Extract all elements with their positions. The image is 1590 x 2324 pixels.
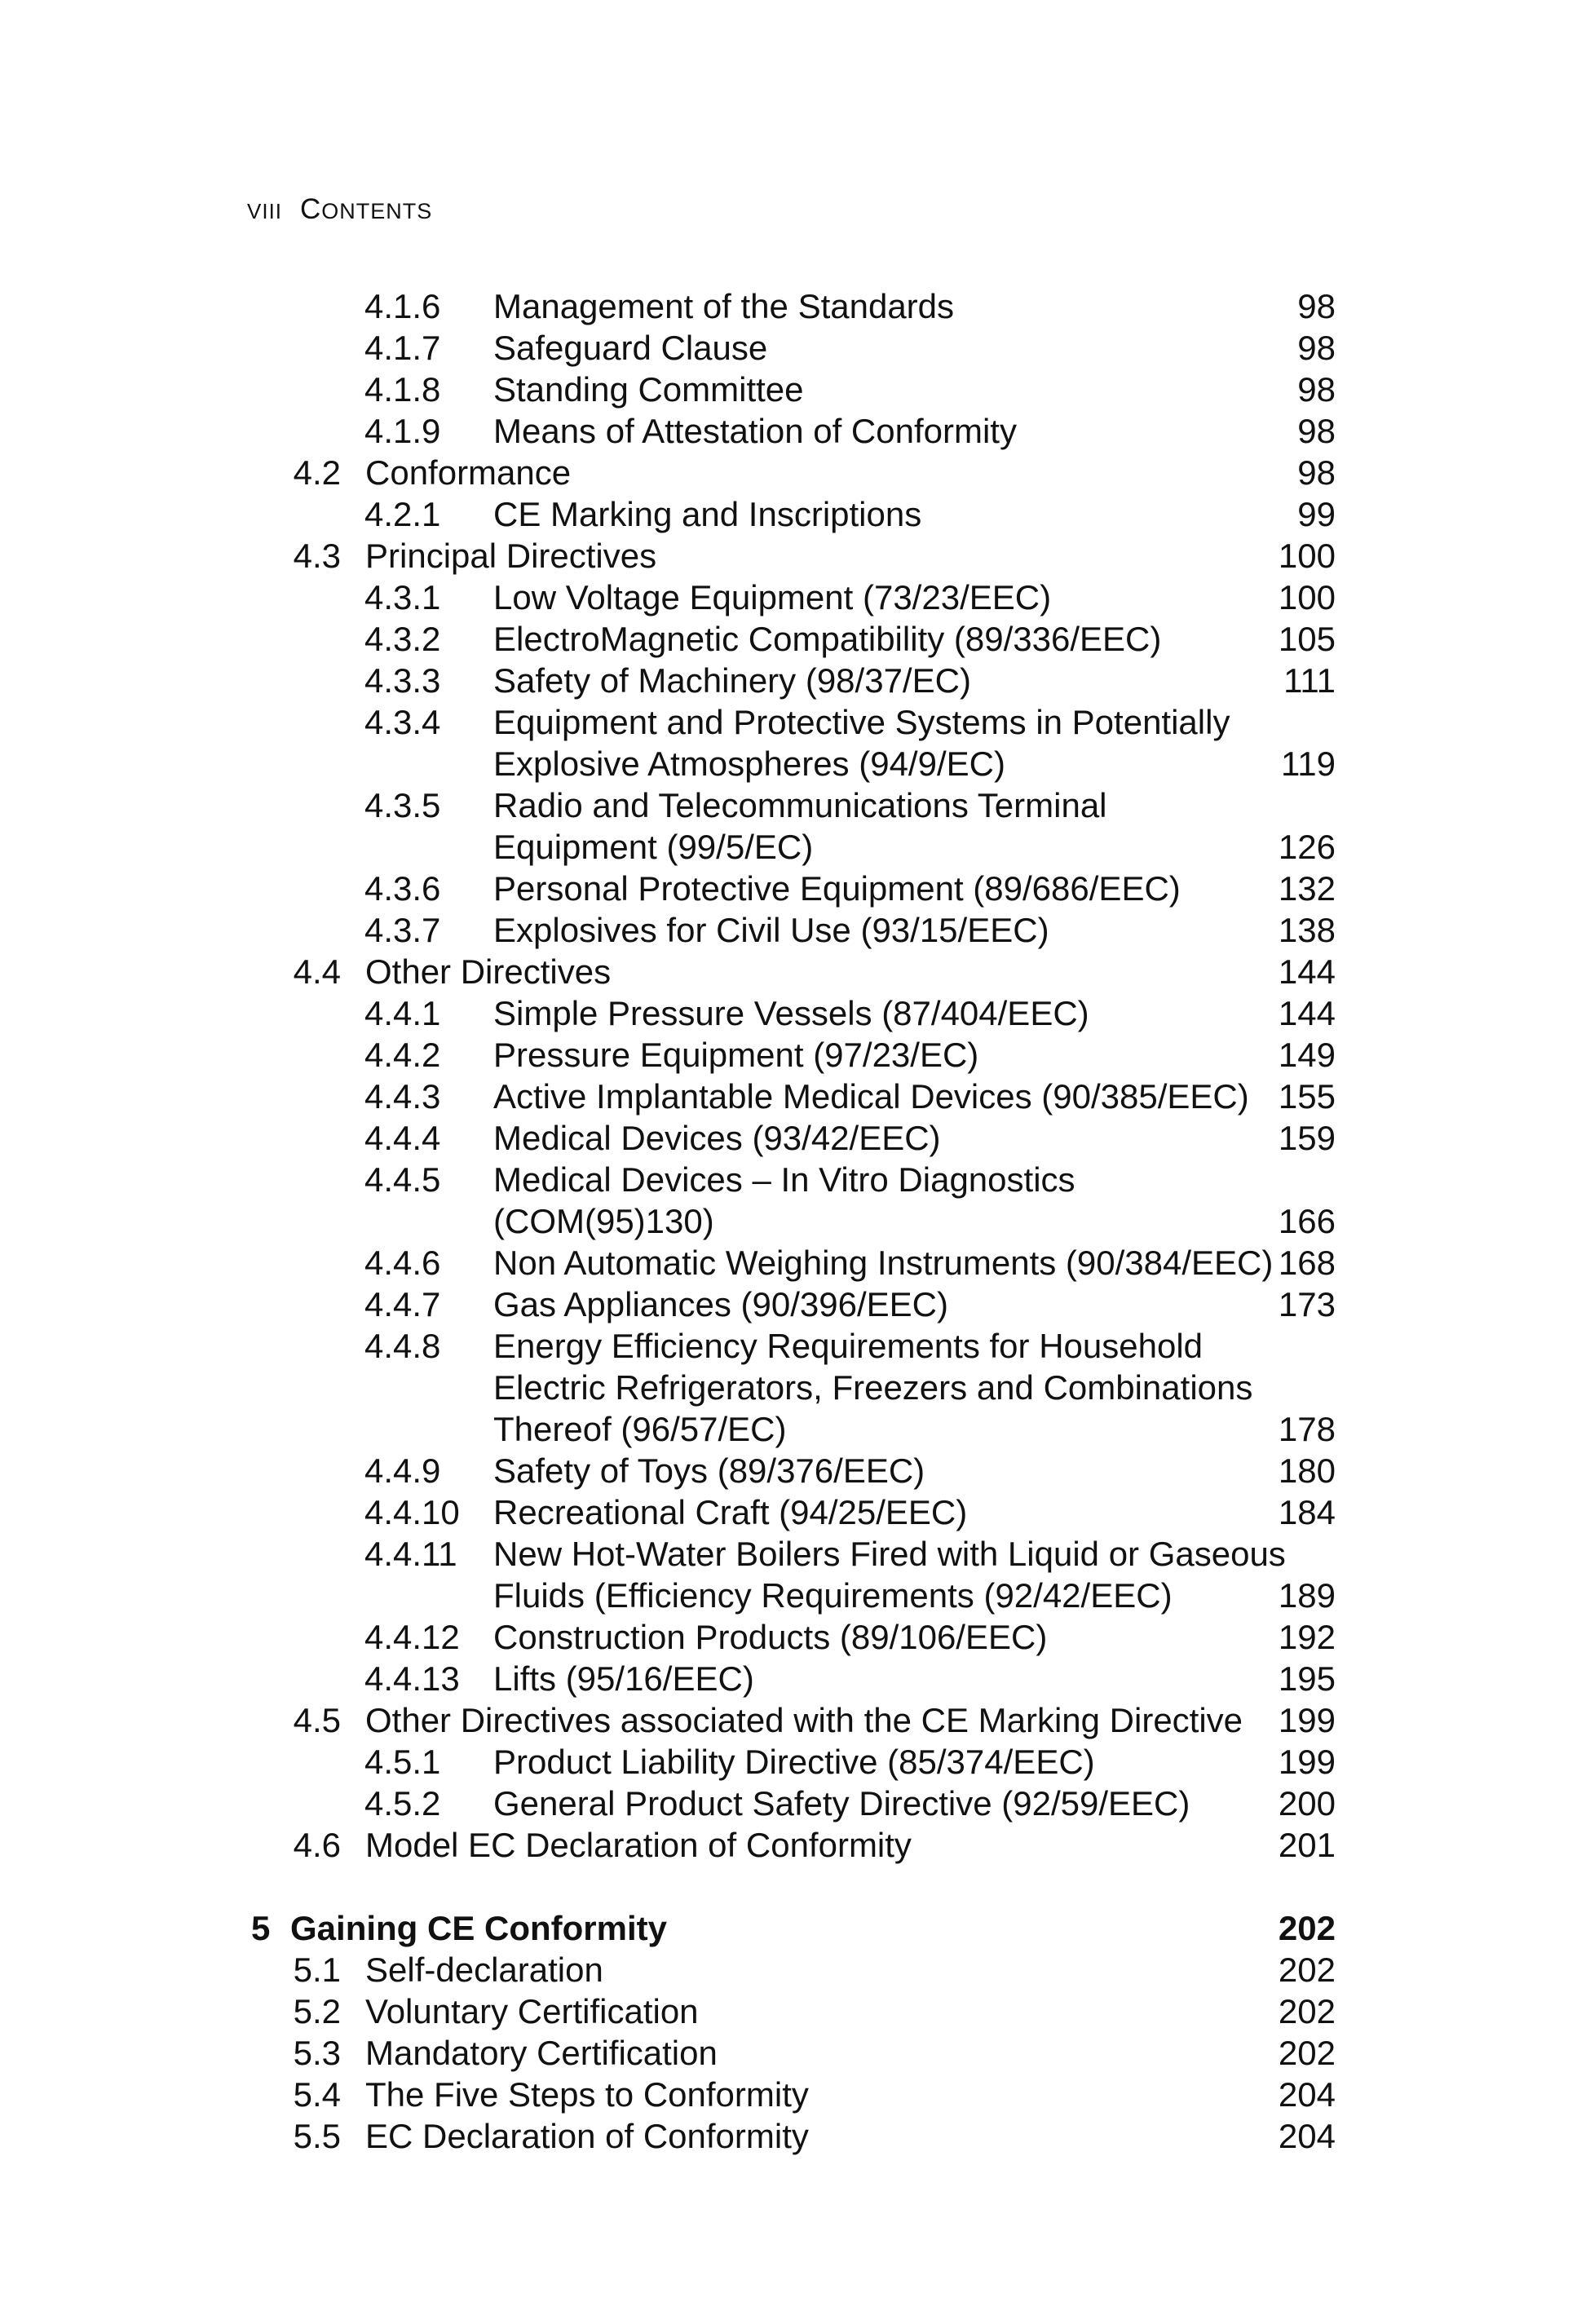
entry-number: 4.3.5 <box>364 786 441 824</box>
entry-number: 4.4.2 <box>364 1036 441 1074</box>
entry-number: 5.3 <box>293 2034 341 2072</box>
entry-page-number: 201 <box>1278 1826 1336 1864</box>
subsection-entry <box>0 1783 1590 1824</box>
entry-page-number: 168 <box>1278 1244 1336 1282</box>
entry-number: 4.3.2 <box>364 620 441 658</box>
subsection-entry <box>0 1325 1590 1367</box>
entry-number: 5.2 <box>293 1992 341 2030</box>
entry-page-number: 204 <box>1278 2117 1336 2155</box>
section-entry <box>0 2115 1590 2157</box>
entry-page-number: 200 <box>1278 1784 1336 1823</box>
entry-number: 4.4.5 <box>364 1160 441 1199</box>
entry-page-number: 126 <box>1278 828 1336 866</box>
entry-number: 4.3.3 <box>364 661 441 700</box>
entry-page-number: 199 <box>1278 1701 1336 1739</box>
entry-title: General Product Safety Directive (92/59/EEC) <box>493 1784 1190 1823</box>
subsection-entry <box>0 1159 1590 1200</box>
entry-number: 4.4.1 <box>364 994 441 1032</box>
entry-title: Fluids (Efficiency Requirements (92/42/EEC) <box>493 1576 1173 1615</box>
entry-number: 4.4.3 <box>364 1077 441 1116</box>
entry-title: Medical Devices (93/42/EEC) <box>493 1119 941 1157</box>
entry-number: 4.5.2 <box>364 1784 441 1823</box>
entry-page-number: 100 <box>1278 578 1336 616</box>
entry-number: 4.2 <box>293 453 341 492</box>
subsection-entry <box>0 1533 1590 1575</box>
entry-page-number: 99 <box>1297 495 1336 533</box>
entry-number: 5 <box>251 1909 271 1947</box>
entry-title: Safety of Toys (89/376/EEC) <box>493 1451 925 1490</box>
entry-number: 4.4.7 <box>364 1285 441 1323</box>
entry-number: 4.4.8 <box>364 1327 441 1365</box>
section-entry <box>0 1990 1590 2032</box>
entry-page-number: 149 <box>1278 1036 1336 1074</box>
entry-title: Construction Products (89/106/EEC) <box>493 1618 1048 1656</box>
entry-number: 4.1.7 <box>364 329 441 367</box>
entry-title: Standing Committee <box>493 370 804 409</box>
subsection-entry <box>0 909 1590 951</box>
entry-number: 4.4.9 <box>364 1451 441 1490</box>
entry-title: New Hot-Water Boilers Fired with Liquid or Gaseous <box>493 1535 1286 1573</box>
entry-page-number: 144 <box>1278 952 1336 991</box>
entry-title: ElectroMagnetic Compatibility (89/336/EEC) <box>493 620 1162 658</box>
subsection-entry <box>0 826 1590 868</box>
subsection-entry <box>0 701 1590 743</box>
entry-page-number: 173 <box>1278 1285 1336 1323</box>
entry-title: Energy Efficiency Requirements for Household <box>493 1327 1204 1365</box>
entry-number: 4.3 <box>293 537 341 575</box>
entry-title: Other Directives associated with the CE Marking Directive <box>365 1701 1243 1739</box>
subsection-entry <box>0 1491 1590 1533</box>
subsection-entry <box>0 1450 1590 1491</box>
entry-title: Personal Protective Equipment (89/686/EEC) <box>493 869 1181 908</box>
running-header <box>247 193 432 226</box>
entry-number: 4.4.13 <box>364 1659 460 1698</box>
subsection-entry <box>0 369 1590 410</box>
section-entry <box>0 1824 1590 1866</box>
subsection-entry <box>0 1242 1590 1284</box>
entry-number: 5.4 <box>293 2075 341 2114</box>
entry-title: Principal Directives <box>365 537 657 575</box>
entry-number: 4.3.7 <box>364 911 441 949</box>
entry-title: Voluntary Certification <box>365 1992 699 2030</box>
entry-page-number: 98 <box>1297 287 1336 325</box>
entry-title: Safeguard Clause <box>493 329 768 367</box>
entry-number: 4.6 <box>293 1826 341 1864</box>
entry-title: EC Declaration of Conformity <box>365 2117 809 2155</box>
subsection-entry <box>0 410 1590 452</box>
entry-page-number: 105 <box>1278 620 1336 658</box>
entry-number: 4.3.4 <box>364 703 441 741</box>
section-entry <box>0 1699 1590 1741</box>
entry-page-number: 98 <box>1297 412 1336 450</box>
entry-page-number: 192 <box>1278 1618 1336 1656</box>
entry-title: Explosive Atmospheres (94/9/EC) <box>493 744 1005 783</box>
entry-page-number: 184 <box>1278 1493 1336 1531</box>
entry-title: Equipment and Protective Systems in Potentially <box>493 703 1230 741</box>
entry-number: 4.2.1 <box>364 495 441 533</box>
entry-title: Non Automatic Weighing Instruments (90/384/EEC) <box>493 1244 1274 1282</box>
subsection-entry <box>0 992 1590 1034</box>
entry-title: Thereof (96/57/EC) <box>493 1410 787 1448</box>
entry-number: 4.4 <box>293 952 341 991</box>
subsection-entry <box>0 1200 1590 1242</box>
entry-page-number: 159 <box>1278 1119 1336 1157</box>
chapter-entry <box>0 1907 1590 1949</box>
entry-number: 4.4.12 <box>364 1618 460 1656</box>
entry-title: Management of the Standards <box>493 287 955 325</box>
entry-title: Equipment (99/5/EC) <box>493 828 814 866</box>
subsection-entry <box>0 784 1590 826</box>
entry-page-number: 119 <box>1281 744 1336 783</box>
entry-title: Self-declaration <box>365 1951 603 1989</box>
subsection-entry <box>0 1076 1590 1117</box>
entry-title: (COM(95)130) <box>493 1202 714 1240</box>
entry-title: Model EC Declaration of Conformity <box>365 1826 912 1864</box>
entry-number: 4.4.10 <box>364 1493 460 1531</box>
entry-number: 4.1.6 <box>364 287 441 325</box>
section-entry <box>0 1949 1590 1990</box>
section-entry <box>0 535 1590 577</box>
entry-page-number: 180 <box>1278 1451 1336 1490</box>
entry-title: Other Directives <box>365 952 612 991</box>
entry-number: 4.4.11 <box>364 1535 457 1573</box>
entry-number: 4.5.1 <box>364 1743 441 1781</box>
subsection-entry <box>0 577 1590 618</box>
subsection-entry <box>0 493 1590 535</box>
entry-page-number: 138 <box>1278 911 1336 949</box>
subsection-entry <box>0 285 1590 327</box>
entry-title: Explosives for Civil Use (93/15/EEC) <box>493 911 1049 949</box>
entry-page-number: 166 <box>1278 1202 1336 1240</box>
subsection-entry <box>0 1741 1590 1783</box>
entry-title: Radio and Telecommunications Terminal <box>493 786 1107 824</box>
entry-number: 4.4.6 <box>364 1244 441 1282</box>
entry-title: Gas Appliances (90/396/EEC) <box>493 1285 948 1323</box>
entry-page-number: 111 <box>1283 661 1336 700</box>
section-entry <box>0 951 1590 992</box>
entry-title: Low Voltage Equipment (73/23/EEC) <box>493 578 1052 616</box>
entry-title: Means of Attestation of Conformity <box>493 412 1017 450</box>
subsection-entry <box>0 1284 1590 1325</box>
entry-title: Conformance <box>365 453 572 492</box>
entry-number: 4.1.9 <box>364 412 441 450</box>
entry-number: 5.1 <box>293 1951 341 1989</box>
subsection-entry <box>0 1575 1590 1616</box>
entry-title: Pressure Equipment (97/23/EC) <box>493 1036 979 1074</box>
entry-page-number: 98 <box>1297 329 1336 367</box>
entry-title: Gaining CE Conformity <box>290 1909 667 1947</box>
entry-page-number: 202 <box>1278 1909 1336 1947</box>
subsection-entry <box>0 1117 1590 1159</box>
entry-number: 4.3.6 <box>364 869 441 908</box>
header-title-initial: C <box>300 193 322 225</box>
subsection-entry <box>0 1367 1590 1408</box>
section-entry <box>0 2074 1590 2115</box>
subsection-entry <box>0 868 1590 909</box>
entry-title: Recreational Craft (94/25/EEC) <box>493 1493 968 1531</box>
entry-title: The Five Steps to Conformity <box>365 2075 809 2114</box>
entry-number: 4.4.4 <box>364 1119 441 1157</box>
entry-title: CE Marking and Inscriptions <box>493 495 922 533</box>
entry-page-number: 202 <box>1278 1951 1336 1989</box>
subsection-entry <box>0 743 1590 784</box>
entry-number: 4.5 <box>293 1701 341 1739</box>
entry-page-number: 195 <box>1278 1659 1336 1698</box>
subsection-entry <box>0 1658 1590 1699</box>
entry-title: Simple Pressure Vessels (87/404/EEC) <box>493 994 1089 1032</box>
entry-page-number: 98 <box>1297 453 1336 492</box>
subsection-entry <box>0 327 1590 369</box>
entry-number: 4.3.1 <box>364 578 441 616</box>
entry-number: 4.1.8 <box>364 370 441 409</box>
entry-title: Safety of Machinery (98/37/EC) <box>493 661 971 700</box>
subsection-entry <box>0 660 1590 701</box>
subsection-entry <box>0 1408 1590 1450</box>
entry-page-number: 144 <box>1278 994 1336 1032</box>
page-number: VIII <box>247 199 283 223</box>
entry-page-number: 98 <box>1297 370 1336 409</box>
entry-title: Active Implantable Medical Devices (90/385/EEC) <box>493 1077 1249 1116</box>
entry-title: Product Liability Directive (85/374/EEC) <box>493 1743 1095 1781</box>
entry-page-number: 202 <box>1278 1992 1336 2030</box>
entry-page-number: 132 <box>1278 869 1336 908</box>
entry-title: Medical Devices – In Vitro Diagnostics <box>493 1160 1075 1199</box>
header-title-rest: ONTENTS <box>321 199 433 223</box>
table-of-contents <box>0 285 1590 2157</box>
subsection-entry <box>0 618 1590 660</box>
entry-number: 5.5 <box>293 2117 341 2155</box>
entry-title: Mandatory Certification <box>365 2034 718 2072</box>
entry-page-number: 199 <box>1278 1743 1336 1781</box>
entry-page-number: 204 <box>1278 2075 1336 2114</box>
entry-page-number: 202 <box>1278 2034 1336 2072</box>
entry-page-number: 100 <box>1278 537 1336 575</box>
entry-title: Lifts (95/16/EEC) <box>493 1659 754 1698</box>
section-entry <box>0 452 1590 493</box>
entry-title: Electric Refrigerators, Freezers and Combinations <box>493 1368 1253 1407</box>
subsection-entry <box>0 1616 1590 1658</box>
section-entry <box>0 2032 1590 2074</box>
subsection-entry <box>0 1034 1590 1076</box>
entry-page-number: 189 <box>1278 1576 1336 1615</box>
entry-page-number: 155 <box>1278 1077 1336 1116</box>
entry-page-number: 178 <box>1278 1410 1336 1448</box>
